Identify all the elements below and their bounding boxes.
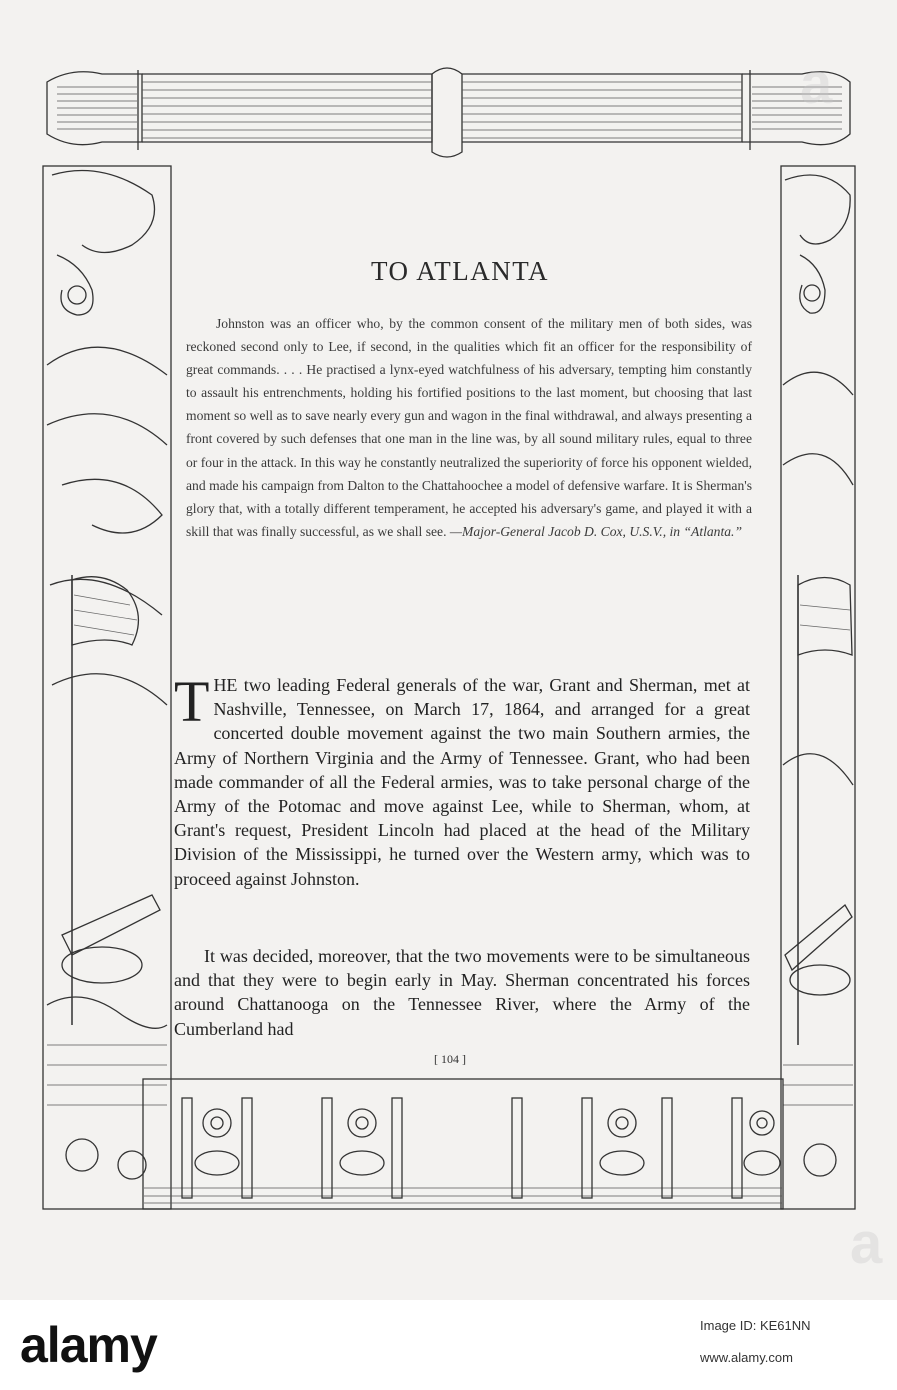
image-id-label: Image ID: KE61NN <box>700 1318 811 1333</box>
scroll-banner-illustration <box>42 62 854 162</box>
body-paragraph-2: It was decided, moreover, that the two movements were to be simultaneous and that they were to begin early in May. Sherman concentrated his forces around Chattanooga on the Tennessee River, where the Army of the Cumberland had <box>174 946 750 1039</box>
cannon-row-illustration <box>142 1078 784 1210</box>
website-url: www.alamy.com <box>700 1350 793 1365</box>
drop-cap: T <box>174 669 210 734</box>
right-border-illustration <box>780 165 856 1210</box>
alamy-logo: alamy <box>20 1317 157 1373</box>
quote-attribution: —Major-General Jacob D. Cox, U.S.V., in “Atlanta.” <box>449 523 743 539</box>
body-paragraph-1 <box>174 669 750 891</box>
watermark-overlay: a <box>850 1211 883 1276</box>
left-border-illustration <box>42 165 172 1210</box>
paragraph-1-text: HE two leading Federal generals of the war, Grant and Sherman, met at Nashville, Tennessee, on March 17, 1864, and arranged for a great concerted double movement against the two main Southern armies, the Army of Northern Virginia and the Army of Tennessee. Grant, who had been made commander of all the Federal armies, was to take personal charge of the Army of the Potomac and move against Lee, while to Sherman, whom, at Grant's request, President Lincoln had placed at the head of the Military Division of the Mississippi, he turned over the Western army, which was to proceed against Johnston. <box>174 675 750 889</box>
page-number: [ 104 ] <box>434 1052 466 1066</box>
quote-text: Johnston was an officer who, by the common consent of the military men of both sides, was reckoned second only to Lee, if second, in the qualities which fit an officer for the responsibility of great commands. . . . He practised a lynx-eyed watchfulness of his adversary, tempting him constantly to assault his entrenchments, holding his fortified positions to the last moment, but choosing that last moment so well as to save nearly every gun and wagon in the final withdrawal, and always presenting a front covered by such defenses that one man in the line was, by all sound military rules, equal to three or four in the attack. In this way he constantly neutralized the superiority of force his opponent wielded, and made his campaign from Dalton to the Chattahoochee a model of defensive warfare. It is Sherman's glory that, with a totally different temperament, he accepted his adversary's game, and played it with a skill that was finally successful, as we shall see. <box>186 316 752 539</box>
epigraph-quote <box>186 312 752 543</box>
watermark-overlay-top: a <box>800 51 833 116</box>
page-title: TO ATLANTA <box>370 256 550 286</box>
